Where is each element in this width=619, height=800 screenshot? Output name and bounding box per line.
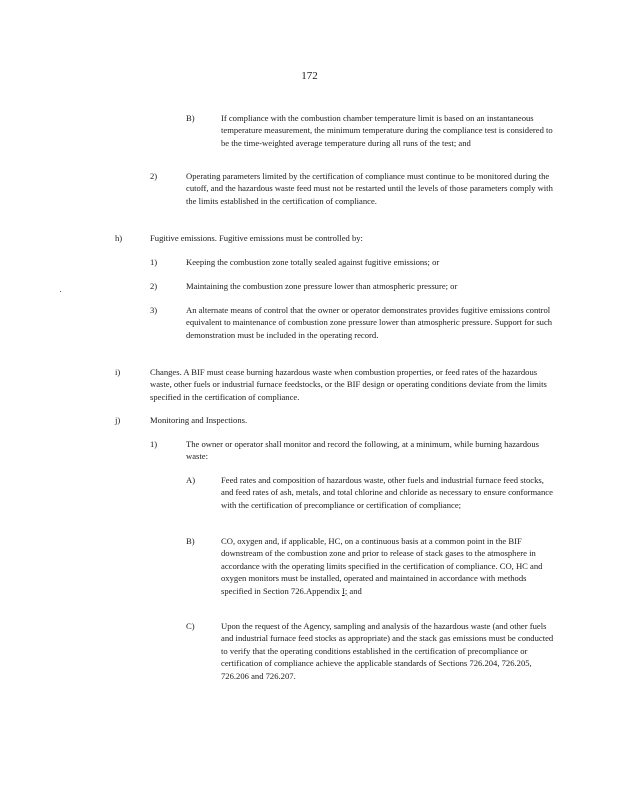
paragraph-text: Feed rates and composition of hazardous waste, other fuels and industrial furnace feed stocks, and feed rates of ash, metals, and total chlorine and chloride as necessary to ensure conformance with the certification of precompliance or certification of compliance; <box>221 475 553 510</box>
paragraph-text: Monitoring and Inspections. <box>150 415 248 425</box>
item-label: B) <box>186 536 195 546</box>
page-number: 172 <box>301 70 318 82</box>
text-run: CO, oxygen and, if applicable, HC, on a continuous basis at a common point in the BIF downstream of the combustion zone and prior to release of stack gases to the atmosphere in accordance with the operating limits specified in the certification of compliance. CO, HC and oxygen monitors must be installed, operated and maintained in accordance with methods specified in Section 726.Appendix <box>221 536 543 596</box>
paragraph-feed-rates <box>221 474 554 511</box>
paragraph-text: The owner or operator shall monitor and record the following, at a minimum, while burning hazardous waste: <box>186 439 539 462</box>
paragraph-sealed-zone <box>186 256 554 268</box>
paragraph-text: Fugitive emissions. Fugitive emissions must be controlled by: <box>150 233 363 243</box>
paragraph-text: An alternate means of control that the owner or operator demonstrates provides fugitive emissions control equivalent to maintenance of combustion zone pressure lower than atmospheric pressure. Support for such demonstration must be included in the operating record. <box>186 305 553 340</box>
underlined-insertion: I; <box>342 585 348 596</box>
paragraph-text: Upon the request of the Agency, sampling and analysis of the hazardous waste (and other fuels and industrial furnace feed stocks as appropriate) and the stack gas emissions must be conducted to verify that the operating conditions established in the certification of precompliance or certification of compliance achieve the applicable standards of Sections 726.204, 726.205, 726.206 and 726.207. <box>221 621 554 681</box>
paragraph-text: If compliance with the combustion chamber temperature limit is based on an instantaneous temperature measurement, the minimum temperature during the compliance test is considered to be the time-weighted average temperature during all runs of the test; and <box>221 113 553 148</box>
paragraph-agency-sampling <box>221 620 554 682</box>
scan-speck <box>60 291 61 292</box>
paragraph-alternate-means <box>186 304 554 341</box>
paragraph-text: Changes. A BIF must cease burning hazardous waste when combustion properties, or feed rates of the hazardous waste, other fuels or industrial furnace feedstocks, or the BIF design or operating conditions deviate from the limits specified in the certification of compliance. <box>150 367 547 402</box>
section-monitoring-heading <box>150 414 550 426</box>
section-fugitive-emissions <box>150 232 550 244</box>
item-label: 1) <box>150 257 158 267</box>
item-label: 1) <box>150 439 158 449</box>
section-label: h) <box>115 233 123 243</box>
section-changes <box>150 366 554 403</box>
item-label: A) <box>186 475 196 485</box>
paragraph-operating-parameters <box>186 170 554 207</box>
paragraph-text <box>221 535 554 597</box>
paragraph-temperature-compliance <box>221 112 554 149</box>
paragraph-text: Keeping the combustion zone totally sealed against fugitive emissions; or <box>186 257 440 267</box>
paragraph-text: Maintaining the combustion zone pressure lower than atmospheric pressure; or <box>186 281 458 291</box>
section-label: i) <box>115 367 121 377</box>
item-label: 2) <box>150 171 158 181</box>
paragraph-monitor-record <box>186 438 554 463</box>
section-label: j) <box>115 415 121 425</box>
item-label: 2) <box>150 281 158 291</box>
item-label: 3) <box>150 305 158 315</box>
paragraph-co-oxygen <box>221 535 554 597</box>
text-run: and <box>347 585 362 596</box>
paragraph-text: Operating parameters limited by the certification of compliance must continue to be monitored during the cutoff, and the hazardous waste feed must not be restarted until the levels of those parameters comply with the limits established in the certification of compliance. <box>186 171 553 206</box>
item-label: C) <box>186 621 195 631</box>
paragraph-pressure-lower <box>186 280 554 292</box>
item-label: B) <box>186 113 195 123</box>
